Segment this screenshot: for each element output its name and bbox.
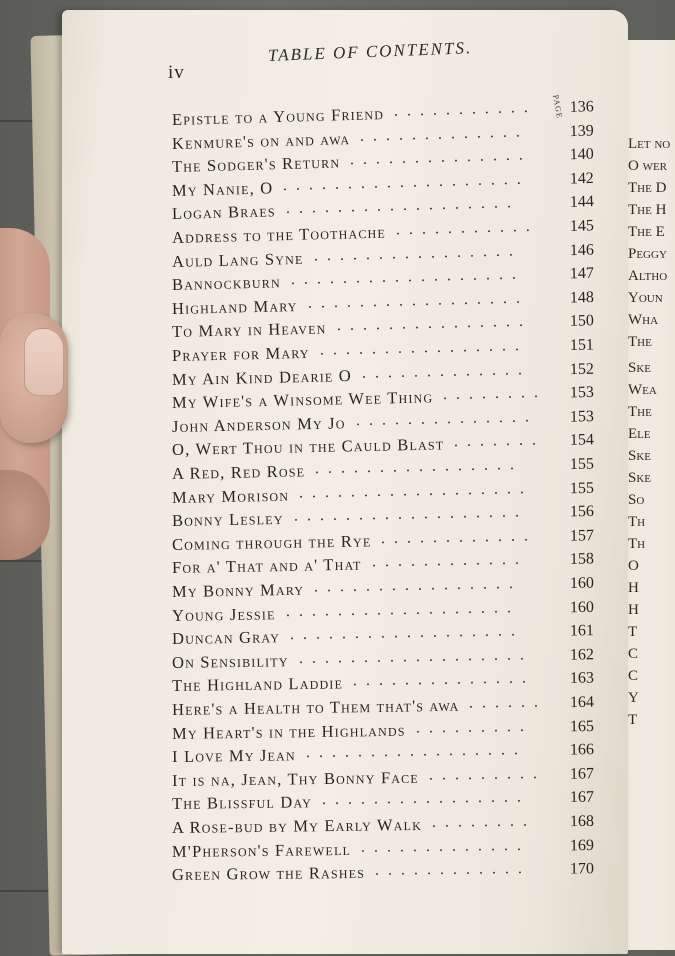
toc-entry-page: 155 [569, 479, 595, 497]
toc-entry-title: My Ain Kind Dearie O [171, 365, 353, 389]
toc-entry-page: 154 [569, 431, 595, 450]
toc-entry-page: 165 [569, 717, 595, 735]
facing-page-line: O wer [628, 158, 668, 174]
toc-entry-title: For a' That and a' That [171, 554, 362, 578]
toc-entry-title: The Sodger's Return [171, 152, 341, 177]
toc-entry-page: 158 [569, 550, 595, 569]
leader-dots: .................. [285, 598, 521, 620]
toc-entry-title: Logan Braes [171, 201, 276, 224]
toc-entry-page: 153 [569, 407, 595, 426]
facing-page-line: Altho [628, 268, 668, 284]
toc-entry-page: 146 [569, 241, 595, 259]
leader-dots: .................. [298, 479, 534, 502]
facing-page-line: Wha [628, 312, 659, 328]
toc-entry-page: 147 [569, 264, 595, 283]
facing-page-line: Th [628, 536, 646, 552]
leader-dots: ................ [313, 574, 523, 596]
toc-entry-page: 168 [569, 812, 595, 831]
facing-page-line: Peggy [628, 246, 667, 262]
toc-entry-page: 145 [569, 217, 595, 235]
facing-page-line: Ele [628, 426, 651, 442]
facing-page-line: Ske [628, 448, 652, 464]
toc-entry-title: Mary Morison [171, 485, 290, 507]
toc-entry-title: Epistle to a Young Friend [171, 104, 385, 129]
toc-entry-title: Address to the Toothache [171, 222, 387, 247]
toc-entry-page: 167 [569, 765, 595, 783]
leader-dots: .................. [293, 503, 529, 525]
leader-dots: .................. [298, 646, 534, 667]
leader-dots: ................. [305, 741, 528, 762]
page-header [0, 38, 675, 84]
page-title: TABLE OF CONTENTS. [267, 38, 473, 65]
facing-page-line: H [628, 602, 639, 618]
toc-entry-title: On Sensibility [171, 650, 289, 672]
leader-dots: .............. [352, 669, 536, 690]
toc-entry-page: 160 [569, 598, 595, 616]
facing-page-line: O [628, 558, 639, 574]
facing-page-line: Youn [628, 290, 663, 306]
toc-entry-page: 162 [569, 646, 595, 664]
toc-entry-page: 160 [569, 574, 595, 593]
leader-dots: ................... [282, 170, 531, 194]
toc-entry-page: 163 [569, 669, 595, 688]
leader-dots: ............. [360, 836, 531, 856]
facing-page-line: The D [628, 180, 667, 196]
toc-entry-title: My Bonny Mary [171, 579, 305, 601]
leader-dots: ............ [374, 860, 532, 879]
toc-entry-page: 156 [569, 503, 595, 521]
toc-entry-page: 152 [569, 360, 595, 378]
leader-dots: ....... [453, 431, 546, 451]
toc-entry-title: M'Pherson's Farewell [171, 839, 352, 861]
toc-entry-title: John Anderson My Jo [171, 413, 346, 436]
facing-page-line: C [628, 646, 639, 662]
toc-entry-title: Coming through the Rye [171, 531, 372, 554]
toc-entry-title: To Mary in Heaven [171, 318, 327, 342]
leader-dots: ...... [468, 693, 548, 712]
facing-page-line: Ske [628, 470, 652, 486]
facing-page-line: Y [628, 690, 639, 706]
toc-entry-title: The Highland Laddie [171, 673, 344, 696]
toc-entry-title: Bannockburn [171, 272, 282, 295]
leader-dots: ......... [428, 764, 547, 784]
leader-dots: ........ [431, 812, 537, 831]
leader-dots: ................ [321, 788, 531, 809]
toc-entry-page: 161 [569, 622, 595, 640]
toc-entry-title: Bonny Lesley [171, 509, 284, 531]
leader-dots: ........ [442, 384, 548, 404]
toc-entry-title: My Wife's a Winsome Wee Thing [171, 387, 434, 413]
leader-dots: ................ [314, 455, 524, 478]
leader-dots: ................ [319, 336, 529, 359]
toc-entry-title: The Blissful Day [171, 792, 313, 814]
leader-dots: .................. [290, 265, 526, 289]
toc-entry-title: Highland Mary [171, 295, 298, 318]
leader-dots: .............. [355, 408, 539, 429]
toc-entry-page: 150 [569, 312, 595, 331]
facing-page-line: The H [628, 202, 667, 218]
leader-dots: ............ [371, 550, 529, 571]
toc-entry-title: A Rose-bud by My Early Walk [171, 814, 423, 837]
toc-entry-page: 144 [569, 193, 595, 212]
toc-entry-title: A Red, Red Rose [171, 461, 306, 483]
toc-entry-page: 155 [569, 455, 595, 474]
facing-page-line: Wea [628, 382, 657, 398]
facing-page-line: Th [628, 514, 646, 530]
facing-page-line: The E [628, 224, 665, 240]
toc-entry-title: Duncan Gray [171, 627, 281, 649]
facing-page-line: So [628, 492, 645, 508]
toc-entry-title: Here's a Health to Them that's awa [171, 695, 460, 719]
facing-page-line: C [628, 668, 639, 684]
leader-dots: ........... [395, 217, 540, 239]
toc-entry-page: 140 [569, 145, 595, 164]
leader-dots: ............. [359, 122, 530, 145]
toc-entry-page: 151 [569, 336, 595, 354]
toc-entry-title: Green Grow the Rashes [171, 863, 366, 885]
toc-entry-page: 167 [569, 789, 595, 807]
toc-entry-title: Kenmure's on and awa [171, 128, 351, 153]
facing-page-line: Let no [628, 136, 671, 152]
facing-page-line: H [628, 580, 639, 596]
toc-entry-page: 142 [569, 169, 595, 188]
toc-entry-title: Prayer for Mary [171, 342, 310, 365]
leader-dots: ................ [313, 241, 523, 265]
toc-entry-page: 166 [569, 741, 595, 759]
leader-dots: .............. [349, 146, 533, 169]
toc-entry-title: I Love My Jean [171, 745, 296, 767]
leader-dots: .................. [285, 194, 521, 218]
toc-entry-page: 139 [569, 122, 595, 140]
facing-page-line: Ske [628, 360, 652, 376]
facing-page-line: T [628, 624, 638, 640]
page-number: iv [168, 62, 185, 83]
toc-entry-title: Auld Lang Syne [171, 248, 304, 271]
page-column-label: PAGE [551, 94, 565, 120]
toc-entry-title: O, Wert Thou in the Cauld Blast [171, 434, 445, 460]
toc-entry-title: My Nanie, O [171, 178, 274, 200]
leader-dots: ........... [393, 98, 538, 120]
facing-page-line: T [628, 712, 638, 728]
leader-dots: ......... [415, 717, 534, 737]
toc-entry-title: My Heart's in the Highlands [171, 720, 406, 743]
facing-page-line: The [628, 334, 652, 350]
toc-entry-page: 157 [569, 526, 595, 545]
thumbnail [24, 328, 64, 396]
toc-entry-title: Young Jessie [171, 603, 276, 625]
leader-dots: ............... [336, 313, 533, 335]
toc-entry-page: 148 [569, 288, 595, 307]
toc-entry-page: 153 [569, 384, 595, 402]
facing-page-line: The [628, 404, 652, 420]
toc-entry-page: 164 [569, 693, 595, 712]
leader-dots: ................. [307, 289, 530, 312]
toc-entry-page: 170 [569, 860, 595, 878]
leader-dots: ............ [380, 527, 538, 547]
toc-entry-page: 136 [569, 98, 595, 116]
toc-entry-title: It is na, Jean, Thy Bonny Face [171, 767, 419, 790]
toc-entry-page: 169 [569, 836, 595, 854]
leader-dots: .................. [289, 622, 525, 644]
leader-dots: ............. [361, 360, 532, 382]
